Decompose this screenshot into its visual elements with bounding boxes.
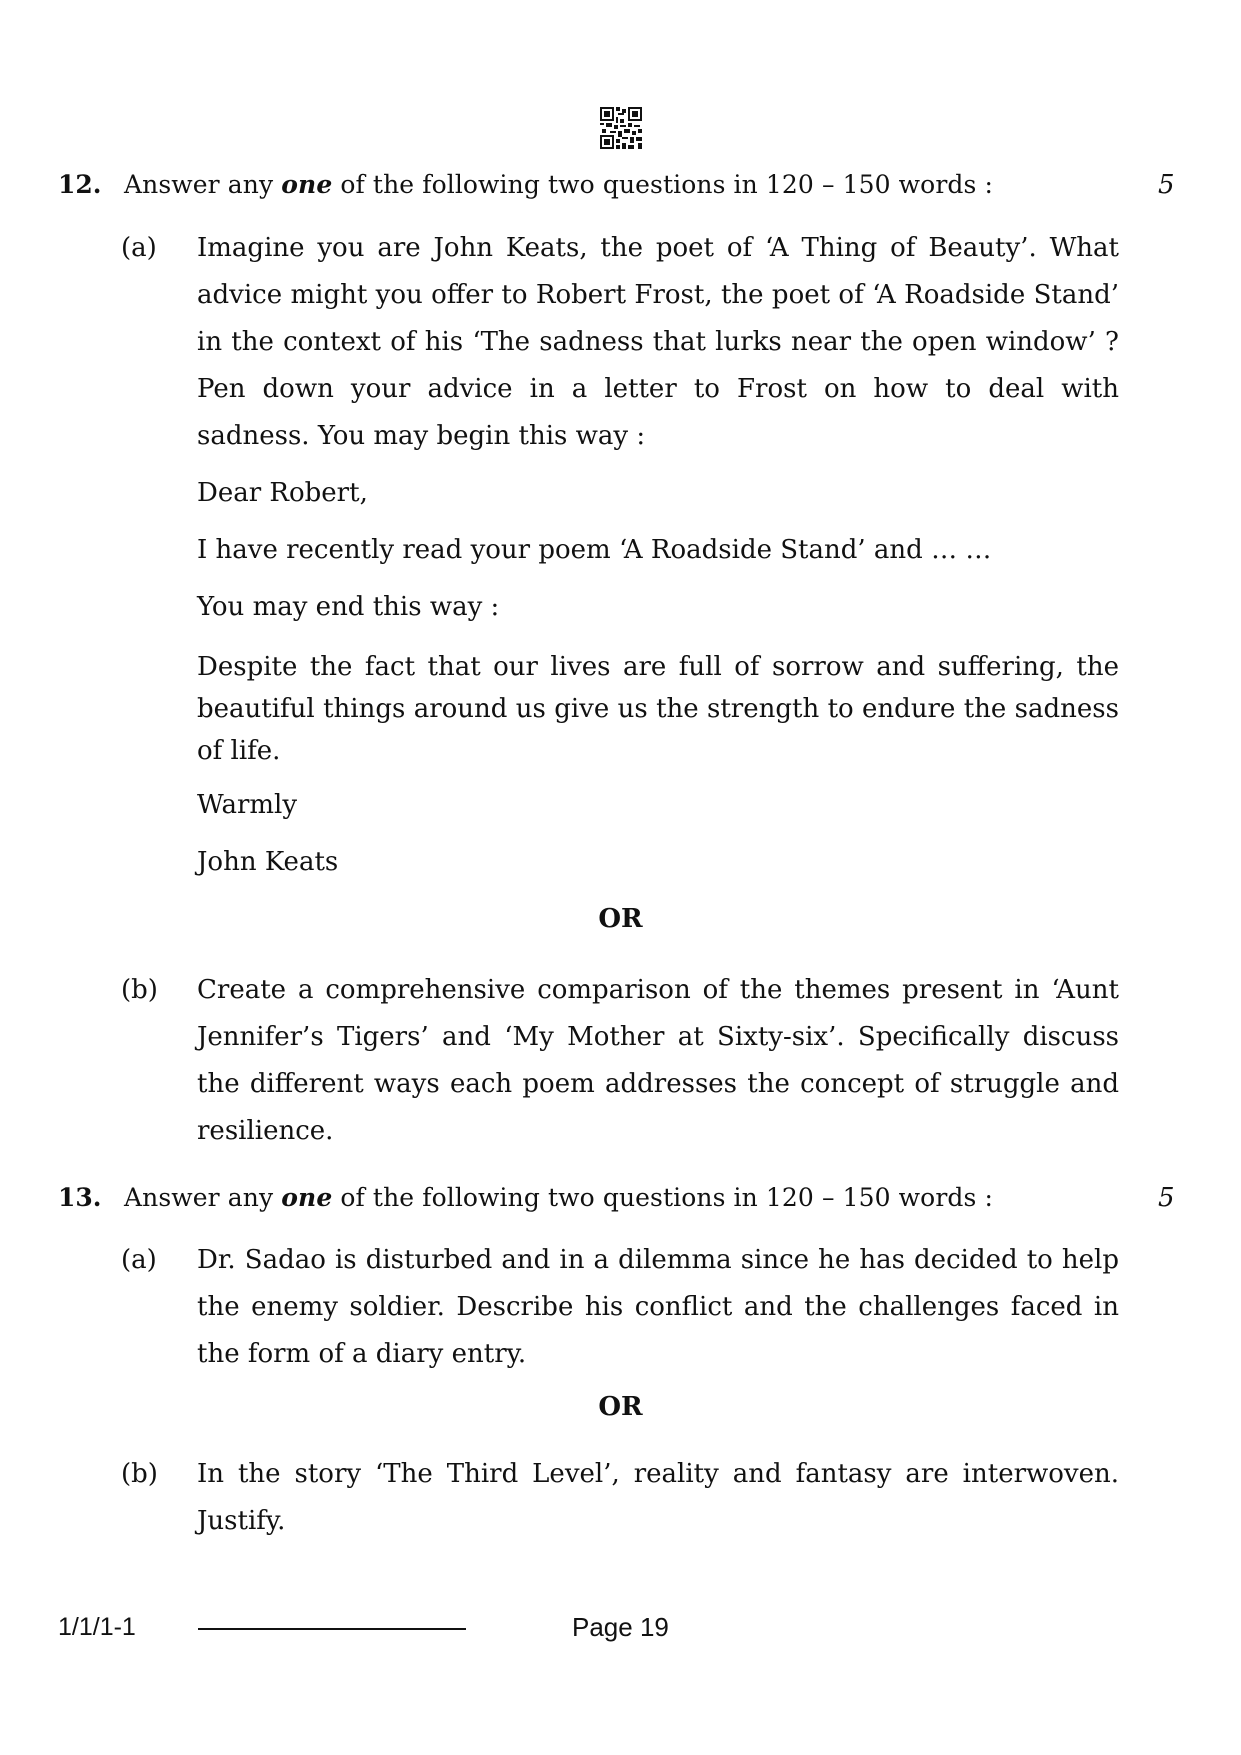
option-a-text: Dr. Sadao is disturbed and in a dilemma since he has decided to help the enemy soldier. Describe his conflict and the challenges faced in the form of a diary entry. bbox=[197, 1245, 1119, 1369]
question-number: 12. bbox=[58, 170, 102, 199]
option-b-text: In the story ‘The Third Level’, reality and fantasy are interwoven. Justify. bbox=[197, 1459, 1119, 1536]
option-label: (a) bbox=[121, 233, 157, 263]
letter-opening: I have recently read your poem ‘A Roadside Stand’ and … … bbox=[197, 535, 992, 565]
question-number: 13. bbox=[58, 1183, 102, 1212]
page-number: Page 19 bbox=[572, 1612, 669, 1642]
instruction-emphasis: one bbox=[281, 170, 333, 199]
paper-code: 1/1/1-1 bbox=[58, 1613, 136, 1641]
qr-code-icon bbox=[600, 107, 642, 149]
letter-end-intro: You may end this way : bbox=[197, 592, 500, 622]
letter-signature: John Keats bbox=[197, 847, 339, 877]
letter-signoff: Warmly bbox=[197, 790, 298, 820]
instruction-text: of the following two questions in 120 – 150 words : bbox=[332, 170, 993, 199]
instruction-text: of the following two questions in 120 – 150 words : bbox=[332, 1183, 993, 1212]
instruction-text: Answer any bbox=[124, 1183, 282, 1212]
or-divider: OR bbox=[598, 1392, 643, 1422]
option-b-text: Create a comprehensive comparison of the themes present in ‘Aunt Jennifer’s Tigers’ and ‘My Mother at Sixty-six’. Specifically discuss the different ways each poem addresses the concept of struggle and resilience. bbox=[197, 975, 1119, 1146]
question-instruction bbox=[124, 170, 993, 199]
question-instruction bbox=[124, 1183, 993, 1212]
question-marks: 5 bbox=[1158, 1183, 1175, 1213]
or-divider: OR bbox=[598, 904, 643, 934]
question-marks: 5 bbox=[1158, 170, 1175, 200]
instruction-text: Answer any bbox=[124, 170, 282, 199]
option-label: (a) bbox=[121, 1245, 157, 1275]
letter-closing: Despite the fact that our lives are full of sorrow and suffering, the beautiful things around us give us the strength to endure the sadness of life. bbox=[197, 652, 1119, 766]
instruction-emphasis: one bbox=[281, 1183, 333, 1212]
footer-divider bbox=[198, 1628, 466, 1630]
option-label: (b) bbox=[121, 975, 158, 1005]
option-label: (b) bbox=[121, 1459, 158, 1489]
option-a-text: Imagine you are John Keats, the poet of ‘A Thing of Beauty’. What advice might you offer to Robert Frost, the poet of ‘A Roadside Stand’ in the context of his ‘The sadness that lurks near the open window’ ? Pen down your advice in a letter to Frost on how to deal with sadness. You may begin this way : bbox=[197, 233, 1119, 451]
letter-salutation: Dear Robert, bbox=[197, 478, 368, 508]
